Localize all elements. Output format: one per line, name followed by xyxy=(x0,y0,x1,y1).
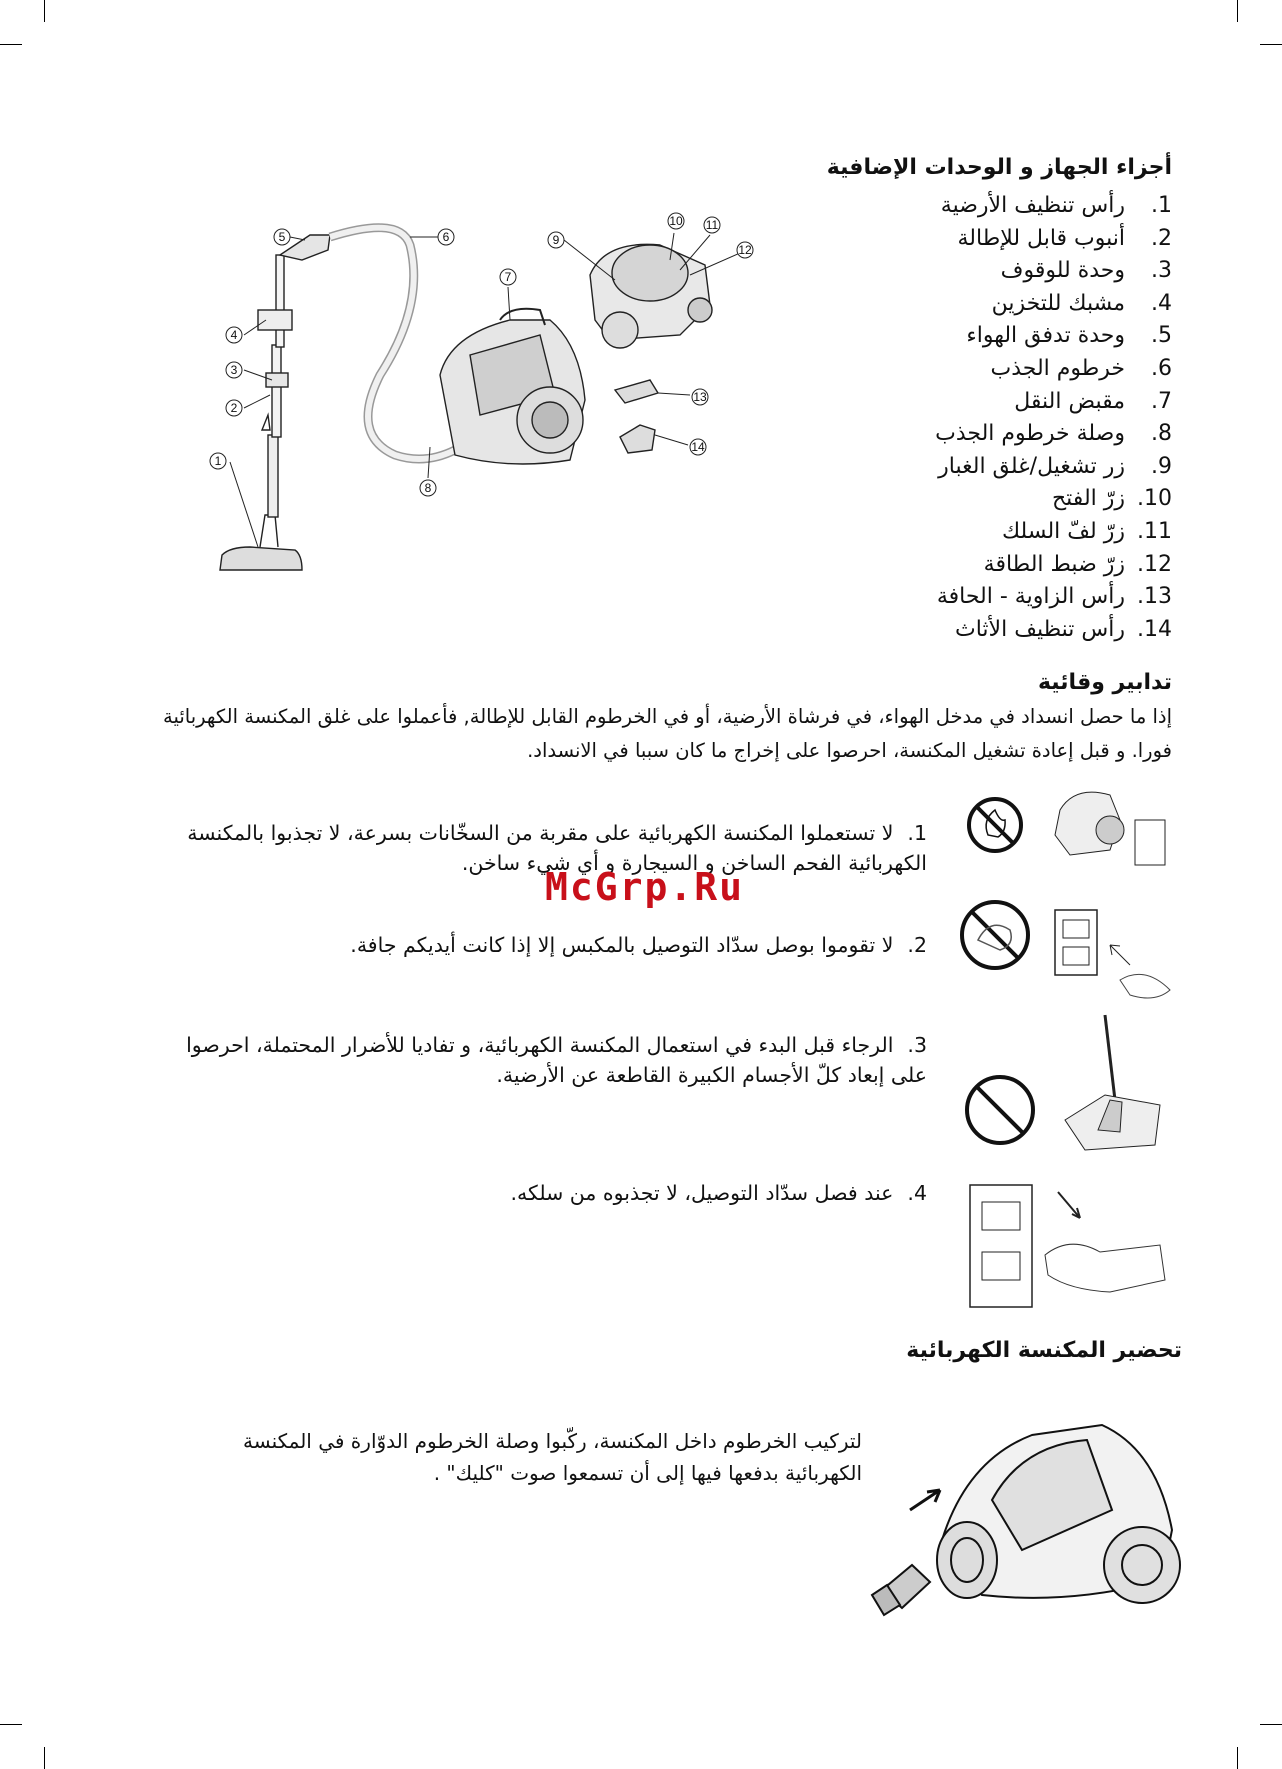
list-item: 5. وحدة تدفق الهواء xyxy=(966,323,1172,349)
diagram-label: 10 xyxy=(669,214,683,228)
watermark: McGrp.Ru xyxy=(545,865,745,909)
crop-mark xyxy=(1237,1747,1238,1769)
diagram-label: 7 xyxy=(504,270,512,284)
preparation-title: تحضير المكنسة الكهربائية xyxy=(906,1338,1182,1363)
parts-title: أجزاء الجهاز و الوحدات الإضافية xyxy=(826,155,1172,180)
list-item: 6. خرطوم الجذب xyxy=(990,355,1172,381)
crop-mark xyxy=(1260,44,1282,45)
list-item: 8. وصلة خرطوم الجذب xyxy=(935,421,1172,447)
list-item: 2. أنبوب قابل للإطالة xyxy=(957,225,1172,251)
diagram-label: 14 xyxy=(691,440,705,454)
list-item: 9. زر تشغيل/غلق الغبار xyxy=(938,453,1172,479)
crop-mark xyxy=(44,0,45,22)
warning-figure-unplug xyxy=(960,1180,1180,1310)
diagram-label: 3 xyxy=(230,363,238,377)
warning-figure-wet-hands xyxy=(960,895,1180,1010)
diagram-label: 9 xyxy=(552,233,560,247)
vacuum-hose-connection-figure xyxy=(872,1390,1192,1620)
crop-mark xyxy=(1237,0,1238,22)
warning-item: 1.لا تستعملوا المكنسة الكهربائية على مقربة من السخّانات بسرعة، لا تجذبوا بالمكنسة الكهربائية الفحم الساخن و السيجارة و أي شيء ساخن. xyxy=(187,821,927,875)
crop-mark xyxy=(0,44,22,45)
list-item: 1. رأس تنظيف الأرضية xyxy=(940,193,1172,218)
list-item: 10. زرّ الفتح xyxy=(1051,486,1172,512)
diagram-label: 12 xyxy=(738,243,752,257)
vacuum-parts-diagram xyxy=(210,214,860,595)
list-item: 12. زرّ ضبط الطاقة xyxy=(983,551,1172,577)
diagram-label: 8 xyxy=(424,481,432,495)
list-item: 7. مقبض النقل xyxy=(1014,388,1172,414)
list-item: 4. مشبك للتخزين xyxy=(991,290,1172,316)
diagram-label: 11 xyxy=(705,218,719,232)
diagram-label: 5 xyxy=(278,230,286,244)
preparation-text: لتركيب الخرطوم داخل المكنسة، ركّبوا وصلة الخرطوم الدوّارة في المكنسة الكهربائية بدفعها فيها إلى أن تسمعوا صوت "كليك" . xyxy=(243,1429,862,1485)
diagram-label: 13 xyxy=(693,390,707,404)
diagram-label: 2 xyxy=(230,401,238,415)
warning-item: 4.عند فصل سدّاد التوصيل، لا تجذبوه من سلكه. xyxy=(510,1181,927,1205)
warning-item: 2.لا تقوموا بوصل سدّاد التوصيل بالمكبس إلا إذا كانت أيديكم جافة. xyxy=(350,933,927,957)
diagram-label: 6 xyxy=(442,230,450,244)
list-item: 3. وحدة للوقوف xyxy=(1000,258,1172,284)
warning-figure-sharp-objects xyxy=(960,1010,1180,1170)
crop-mark xyxy=(1260,1724,1282,1725)
list-item: 14. رأس تنظيف الأثاث xyxy=(955,616,1172,642)
maintenance-text: إذا ما حصل انسداد في مدخل الهواء، في فرشاة الأرضية، أو في الخرطوم القابل للإطالة, فأعملوا على غلق المكنسة الكهربائية فورا. و قبل إعادة تشغيل المكنسة، احرصوا على إخراج ما كان سببا في الانسداد. xyxy=(163,705,1172,762)
parts-list xyxy=(812,190,1172,646)
list-item: 11. زرّ لفّ السلك xyxy=(1002,518,1172,544)
diagram-label: 1 xyxy=(214,454,222,468)
warning-item: 3.الرجاء قبل البدء في استعمال المكنسة الكهربائية، و تفاديا للأضرار المحتملة، احرصوا على إبعاد كلّ الأجسام الكبيرة القاطعة عن الأرضية. xyxy=(186,1033,927,1087)
warning-figure-heat xyxy=(960,780,1180,880)
maintenance-title: تدابير وقائية xyxy=(1037,670,1172,695)
crop-mark xyxy=(44,1747,45,1769)
list-item: 13. رأس الزاوية - الحافة xyxy=(936,584,1172,610)
crop-mark xyxy=(0,1724,22,1725)
diagram-label: 4 xyxy=(230,328,238,342)
